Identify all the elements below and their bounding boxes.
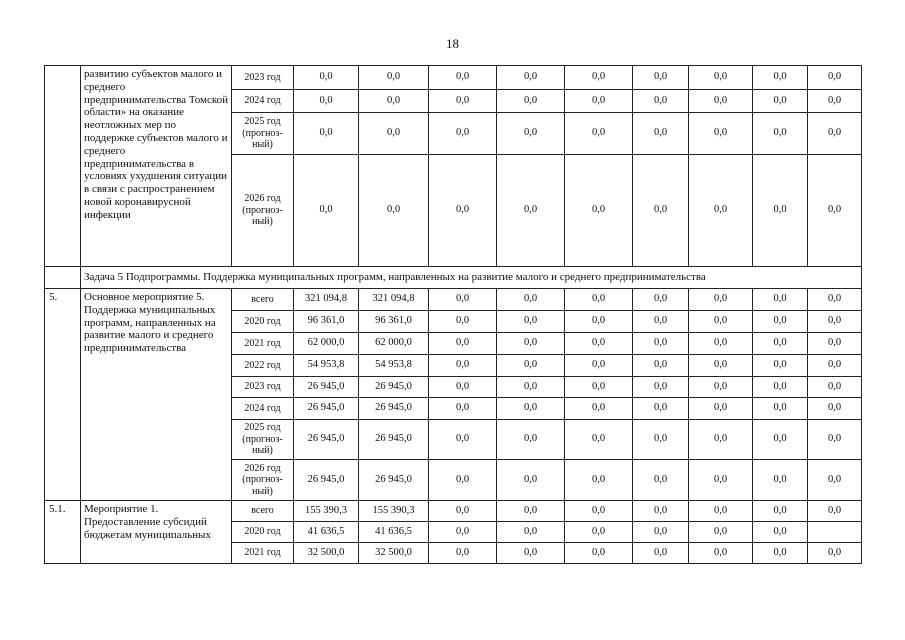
value-cell: 0,0	[689, 522, 753, 543]
value-cell: 0,0	[359, 66, 429, 90]
value-cell: 0,0	[565, 398, 633, 420]
value-cell: 0,0	[429, 90, 497, 113]
period-cell: всего	[232, 289, 294, 311]
value-cell: 0,0	[565, 377, 633, 398]
value-cell: 26 945,0	[359, 460, 429, 501]
period-cell: 2026 год (прогноз- ный)	[232, 155, 294, 267]
value-cell: 0,0	[294, 90, 359, 113]
value-cell: 0,0	[633, 543, 689, 564]
value-cell: 321 094,8	[294, 289, 359, 311]
task-title-cell: Задача 5 Подпрограммы. Поддержка муниципальных программ, направленных на развитие малого и среднего предпринимательства	[81, 267, 862, 289]
table-row	[45, 501, 862, 522]
value-cell: 0,0	[497, 289, 565, 311]
value-cell: 0,0	[808, 377, 862, 398]
value-cell: 0,0	[565, 155, 633, 267]
value-cell: 155 390,3	[294, 501, 359, 522]
value-cell: 0,0	[429, 460, 497, 501]
value-cell: 0,0	[497, 420, 565, 460]
value-cell: 0,0	[808, 113, 862, 155]
item-number-cell: 5.	[45, 289, 81, 501]
value-cell: 0,0	[565, 460, 633, 501]
period-cell: 2024 год	[232, 90, 294, 113]
value-cell: 0,0	[753, 420, 808, 460]
value-cell: 62 000,0	[359, 333, 429, 355]
value-cell: 0,0	[565, 289, 633, 311]
value-cell: 0,0	[633, 522, 689, 543]
value-cell: 0,0	[633, 398, 689, 420]
value-cell: 0,0	[497, 398, 565, 420]
value-cell: 0,0	[689, 90, 753, 113]
value-cell: 0,0	[689, 501, 753, 522]
value-cell: 0,0	[753, 333, 808, 355]
value-cell: 26 945,0	[294, 460, 359, 501]
value-cell: 0,0	[633, 377, 689, 398]
period-cell: 2020 год	[232, 522, 294, 543]
value-cell: 26 945,0	[359, 398, 429, 420]
value-cell: 0,0	[359, 90, 429, 113]
value-cell: 0,0	[808, 543, 862, 564]
table-row	[45, 66, 862, 90]
value-cell: 0,0	[689, 543, 753, 564]
value-cell: 0,0	[808, 289, 862, 311]
value-cell: 0,0	[753, 501, 808, 522]
task-number-cell	[45, 267, 81, 289]
value-cell: 0,0	[565, 90, 633, 113]
value-cell: 0,0	[497, 66, 565, 90]
value-cell: 0,0	[808, 460, 862, 501]
value-cell: 96 361,0	[294, 311, 359, 333]
item-name-cell: Основное мероприятие 5. Поддержка муниципальных программ, направленных на развитие малого и среднего предпринимательства	[81, 289, 232, 501]
value-cell: 0,0	[808, 155, 862, 267]
value-cell: 0,0	[753, 460, 808, 501]
value-cell: 26 945,0	[294, 420, 359, 460]
budget-table	[44, 65, 862, 564]
value-cell: 0,0	[753, 90, 808, 113]
value-cell: 26 945,0	[294, 377, 359, 398]
value-cell: 41 636,5	[359, 522, 429, 543]
value-cell: 0,0	[808, 501, 862, 522]
value-cell: 0,0	[565, 333, 633, 355]
value-cell: 0,0	[753, 113, 808, 155]
period-cell: 2023 год	[232, 377, 294, 398]
value-cell: 32 500,0	[294, 543, 359, 564]
value-cell: 0,0	[689, 66, 753, 90]
value-cell: 0,0	[753, 289, 808, 311]
value-cell: 0,0	[565, 522, 633, 543]
value-cell: 0,0	[497, 460, 565, 501]
value-cell: 0,0	[689, 333, 753, 355]
table-row	[45, 289, 862, 311]
value-cell: 0,0	[565, 66, 633, 90]
period-cell: 2021 год	[232, 333, 294, 355]
value-cell: 0,0	[808, 333, 862, 355]
value-cell: 0,0	[359, 113, 429, 155]
period-cell: 2021 год	[232, 543, 294, 564]
value-cell: 0,0	[633, 289, 689, 311]
value-cell: 0,0	[689, 155, 753, 267]
value-cell: 0,0	[497, 333, 565, 355]
value-cell: 0,0	[497, 543, 565, 564]
value-cell: 0,0	[689, 398, 753, 420]
value-cell: 0,0	[753, 355, 808, 377]
value-cell: 0,0	[689, 377, 753, 398]
value-cell: 0,0	[497, 155, 565, 267]
value-cell: 0,0	[497, 355, 565, 377]
value-cell: 0,0	[359, 155, 429, 267]
task-row	[45, 267, 862, 289]
value-cell: 0,0	[808, 90, 862, 113]
value-cell: 0,0	[497, 377, 565, 398]
value-cell: 26 945,0	[359, 420, 429, 460]
value-cell: 0,0	[565, 543, 633, 564]
value-cell: 0,0	[689, 289, 753, 311]
value-cell: 0,0	[294, 113, 359, 155]
value-cell: 0,0	[497, 90, 565, 113]
value-cell: 0,0	[497, 522, 565, 543]
value-cell: 0,0	[808, 311, 862, 333]
value-cell: 0,0	[429, 355, 497, 377]
value-cell: 0,0	[753, 66, 808, 90]
value-cell: 0,0	[429, 311, 497, 333]
value-cell: 62 000,0	[294, 333, 359, 355]
period-cell: 2022 год	[232, 355, 294, 377]
value-cell: 0,0	[633, 355, 689, 377]
value-cell: 0,0	[808, 398, 862, 420]
value-cell: 96 361,0	[359, 311, 429, 333]
value-cell: 32 500,0	[359, 543, 429, 564]
value-cell: 0,0	[429, 543, 497, 564]
value-cell: 0,0	[633, 460, 689, 501]
value-cell: 0,0	[753, 522, 808, 543]
period-cell: 2023 год	[232, 66, 294, 90]
value-cell: 0,0	[753, 543, 808, 564]
value-cell: 0,0	[753, 311, 808, 333]
value-cell: 0,0	[689, 355, 753, 377]
value-cell: 0,0	[565, 355, 633, 377]
item-name-cell: Мероприятие 1. Предоставление субсидий бюджетам муниципальных	[81, 501, 232, 564]
value-cell: 0,0	[689, 311, 753, 333]
value-cell: 0,0	[294, 155, 359, 267]
value-cell: 0,0	[565, 501, 633, 522]
value-cell: 0,0	[565, 420, 633, 460]
value-cell: 0,0	[497, 311, 565, 333]
item-name-cell: развитию субъектов малого и среднего предпринимательства Томской области» на оказание неотложных мер по поддержке субъектов малого и среднего предпринимательства в условиях ухудшения ситуации в связи с распространением новой коронавирусной инфекции	[81, 66, 232, 267]
value-cell: 0,0	[633, 501, 689, 522]
value-cell: 0,0	[429, 333, 497, 355]
period-cell: 2020 год	[232, 311, 294, 333]
value-cell: 54 953,8	[359, 355, 429, 377]
period-cell: 2025 год (прогноз- ный)	[232, 420, 294, 460]
value-cell: 0,0	[633, 333, 689, 355]
value-cell: 0,0	[429, 155, 497, 267]
value-cell: 0,0	[633, 311, 689, 333]
value-cell: 26 945,0	[359, 377, 429, 398]
value-cell: 0,0	[808, 66, 862, 90]
period-cell: всего	[232, 501, 294, 522]
value-cell: 0,0	[565, 311, 633, 333]
value-cell: 0,0	[633, 113, 689, 155]
value-cell: 0,0	[753, 155, 808, 267]
period-cell: 2024 год	[232, 398, 294, 420]
value-cell: 0,0	[429, 522, 497, 543]
value-cell: 0,0	[633, 66, 689, 90]
value-cell: 0,0	[429, 377, 497, 398]
value-cell: 0,0	[497, 113, 565, 155]
value-cell: 0,0	[429, 420, 497, 460]
value-cell: 41 636,5	[294, 522, 359, 543]
value-cell: 0,0	[689, 460, 753, 501]
value-cell	[808, 522, 862, 543]
value-cell: 0,0	[753, 398, 808, 420]
value-cell: 0,0	[753, 377, 808, 398]
value-cell: 54 953,8	[294, 355, 359, 377]
value-cell: 0,0	[497, 501, 565, 522]
value-cell: 0,0	[633, 420, 689, 460]
value-cell: 321 094,8	[359, 289, 429, 311]
value-cell: 0,0	[429, 113, 497, 155]
period-cell: 2026 год (прогноз- ный)	[232, 460, 294, 501]
item-number-cell	[45, 66, 81, 267]
item-number-cell: 5.1.	[45, 501, 81, 564]
value-cell: 0,0	[689, 113, 753, 155]
page-number: 18	[446, 36, 459, 51]
value-cell: 26 945,0	[294, 398, 359, 420]
value-cell: 0,0	[633, 90, 689, 113]
value-cell: 0,0	[808, 420, 862, 460]
value-cell: 0,0	[633, 155, 689, 267]
value-cell: 0,0	[689, 420, 753, 460]
value-cell: 0,0	[429, 66, 497, 90]
period-cell: 2025 год (прогноз- ный)	[232, 113, 294, 155]
value-cell: 0,0	[429, 501, 497, 522]
value-cell: 0,0	[429, 398, 497, 420]
value-cell: 0,0	[429, 289, 497, 311]
value-cell: 155 390,3	[359, 501, 429, 522]
value-cell: 0,0	[808, 355, 862, 377]
value-cell: 0,0	[294, 66, 359, 90]
value-cell: 0,0	[565, 113, 633, 155]
